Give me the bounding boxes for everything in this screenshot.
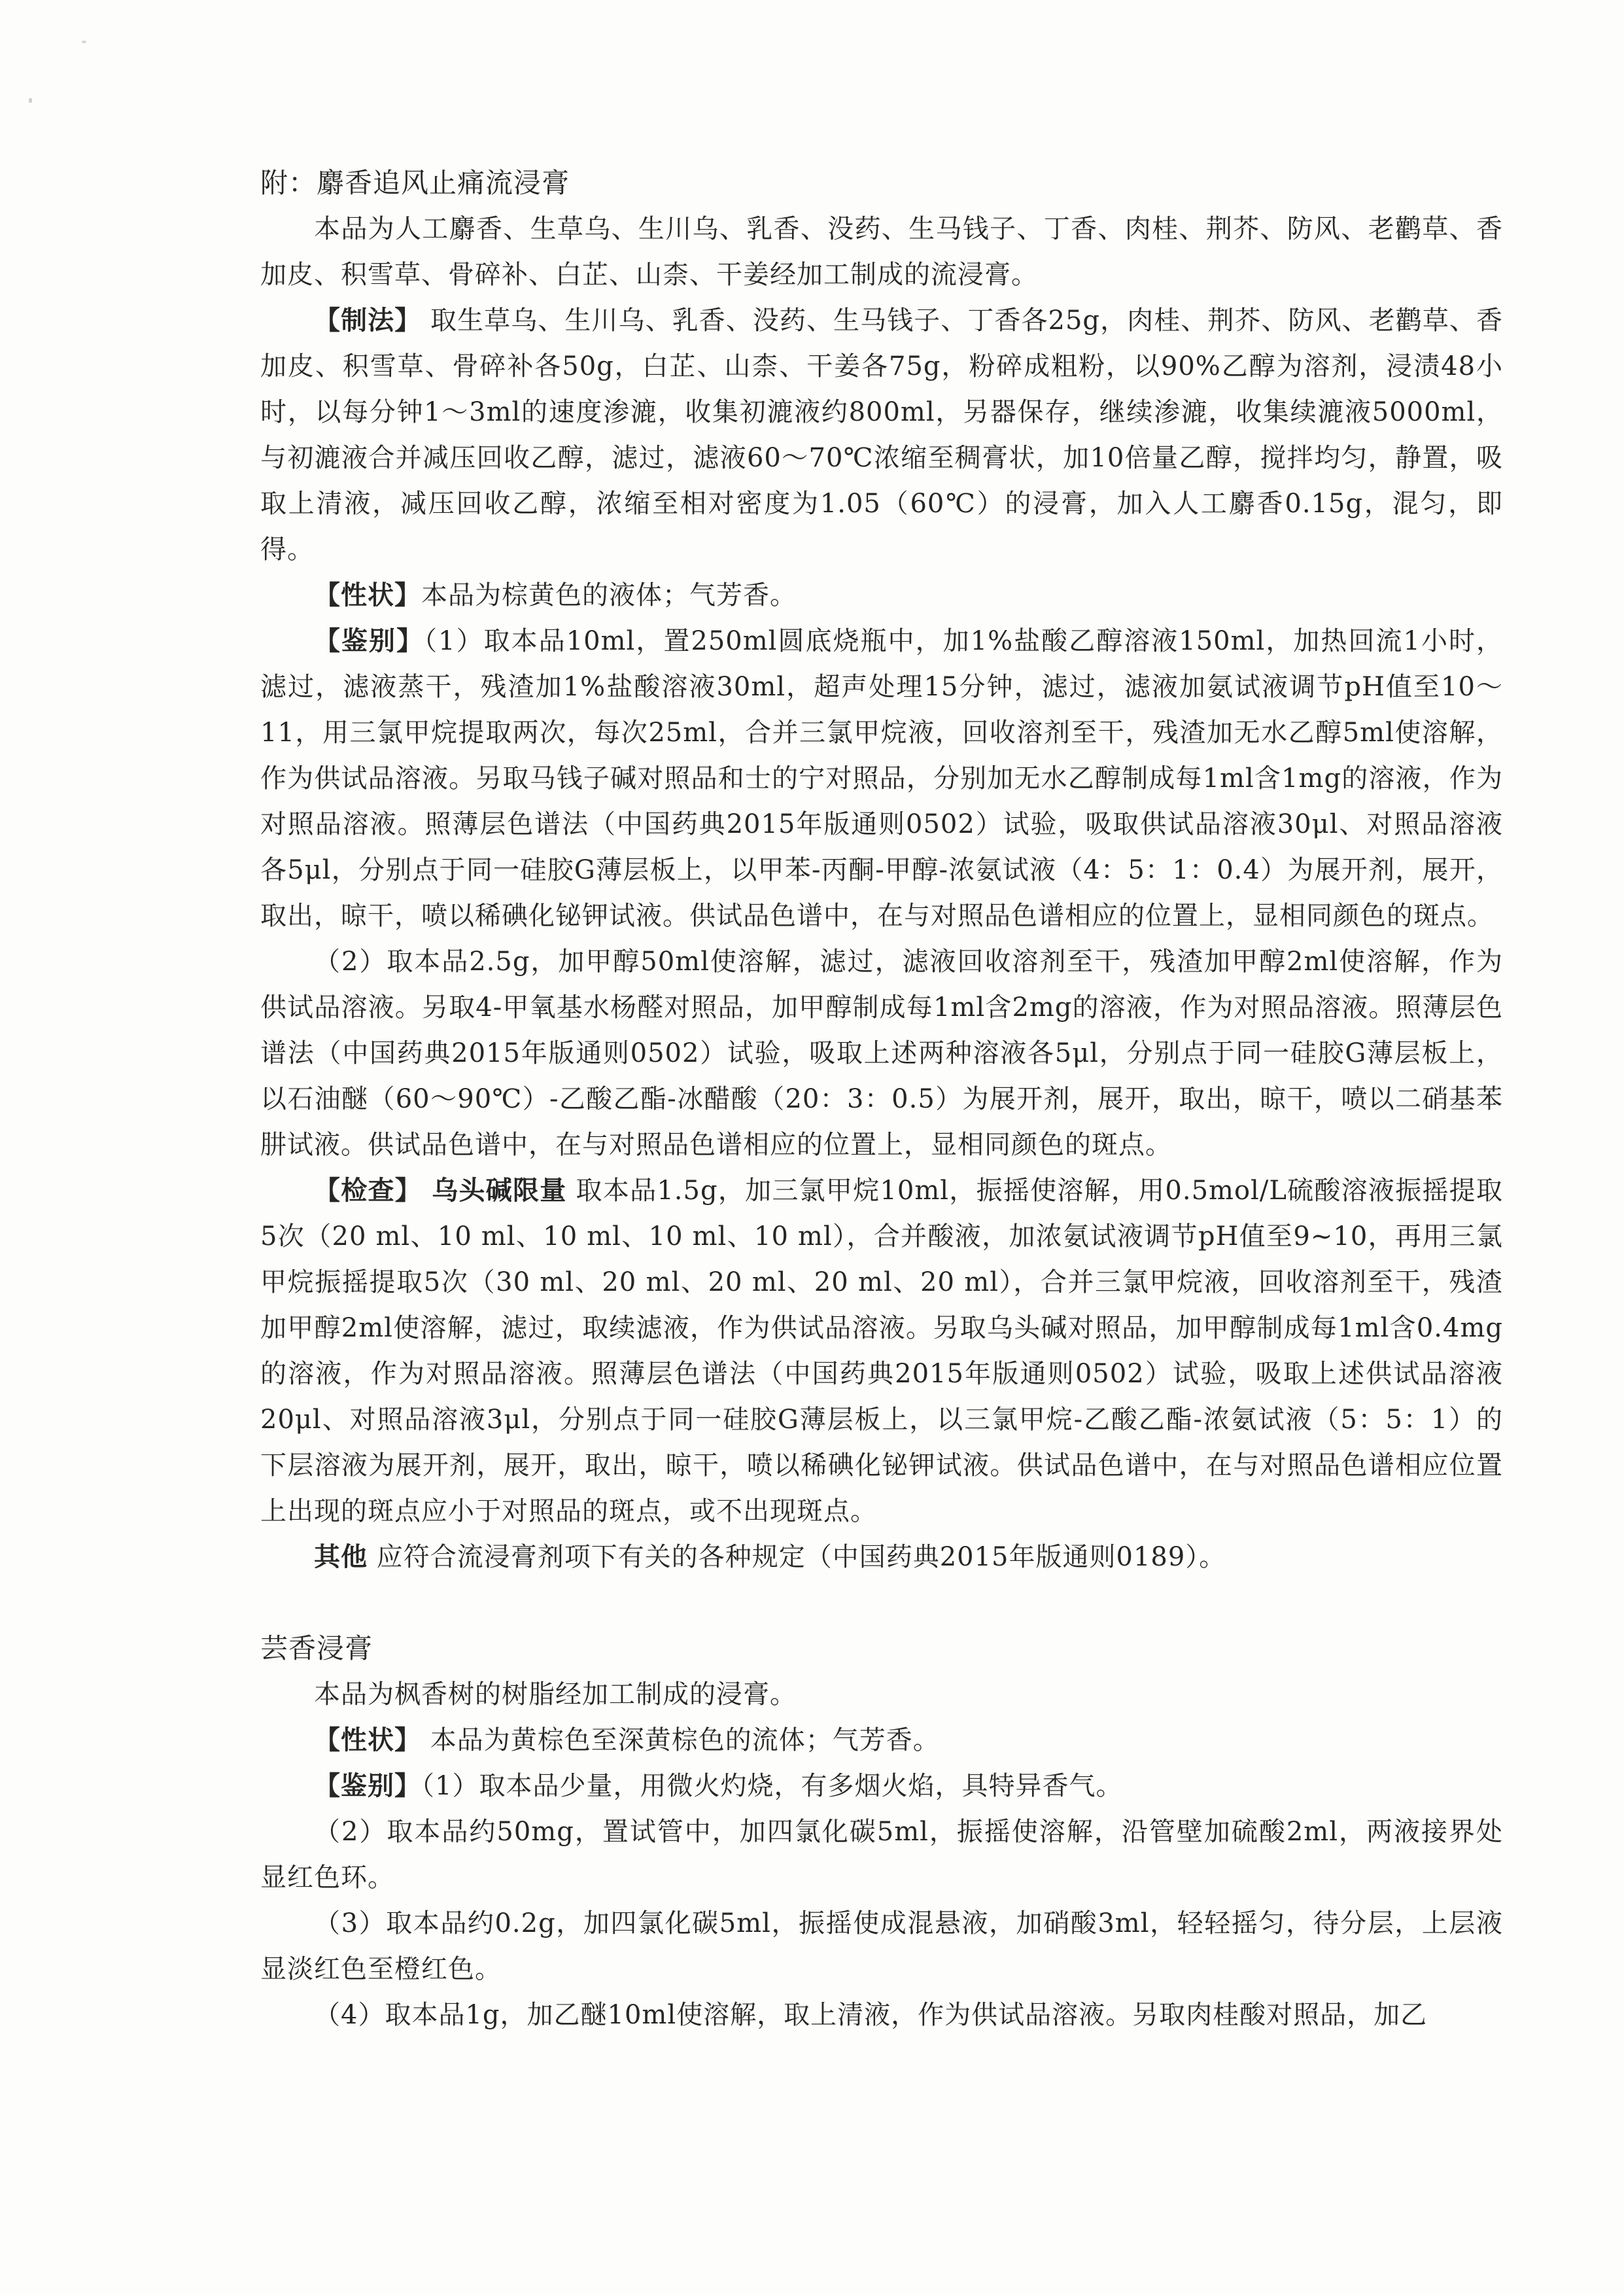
check-text: 取本品1.5g，加三氯甲烷10ml，振摇使溶解，用0.5mol/L硫酸溶液振摇提取5次（20 ml、10 ml、10 ml、10 ml、10 ml），合并酸液，加浓氨试液调节pH值至9~10，再用三氯甲烷振摇提取5次（30 ml、20 ml、20 ml、20 ml、20 ml），合并三氯甲烷液，回收溶剂至干，残渣加甲醇2ml使溶解，滤过，取续滤液，作为供试品溶液。另取乌头碱对照品，加甲醇制成每1ml含0.4mg的溶液，作为对照品溶液。照薄层色谱法（中国药典2015年版通则0502）试验，吸取上述供试品溶液20μl、对照品溶液3μl，分别点于同一硅胶G薄层板上，以三氯甲烷-乙酸乙酯-浓氨试液（5：5：1）的下层溶液为展开剂，展开，取出，晾干，喷以稀碘化铋钾试液。供试品色谱中，在与对照品色谱相应位置上出现的斑点应小于对照品的斑点，或不出现斑点。 (260, 1176, 1503, 1526)
paragraph-identification-1 (260, 618, 1503, 939)
method-text: 取生草乌、生川乌、乳香、没药、生马钱子、丁香各25g，肉桂、荆芥、防风、老鹳草、香加皮、积雪草、骨碎补各50g，白芷、山柰、干姜各75g，粉碎成粗粉，以90%乙醇为溶剂，浸渍48小时，以每分钟1～3ml的速度渗漉，收集初漉液约800ml，另器保存，继续渗漉，收集续漉液5000ml，与初漉液合并减压回收乙醇，滤过，滤液60～70℃浓缩至稠膏状，加10倍量乙醇，搅拌均匀，静置，吸取上清液，减压回收乙醇，浓缩至相对密度为1.05（60℃）的浸膏，加入人工麝香0.15g，混匀，即得。 (260, 306, 1504, 565)
section-gap (260, 1580, 1503, 1626)
paragraph-intro: 本品为人工麝香、生草乌、生川乌、乳香、没药、生马钱子、丁香、肉桂、荆芥、防风、老鹳草、香加皮、积雪草、骨碎补、白芷、山柰、干姜经加工制成的流浸膏。 (260, 214, 1503, 290)
other-text: 应符合流浸膏剂项下有关的各种规定（中国药典2015年版通则0189）。 (368, 1542, 1226, 1572)
paragraph-identification-2: （2）取本品2.5g，加甲醇50ml使溶解，滤过，滤液回收溶剂至干，残渣加甲醇2ml使溶解，作为供试品溶液。另取4-甲氧基水杨醛对照品，加甲醇制成每1ml含2mg的溶液，作为对照品溶液。照薄层色谱法（中国药典2015年版通则0502）试验，吸取上述两种溶液各5μl，分别点于同一硅胶G薄层板上，以石油醚（60～90℃）-乙酸乙酯-冰醋酸（20：3：0.5）为展开剂，展开，取出，晾干，喷以二硝基苯肼试液。供试品色谱中，在与对照品色谱相应的位置上，显相同颜色的斑点。 (260, 947, 1503, 1160)
character-text: 本品为黄棕色至深黄棕色的流体；气芳香。 (421, 1725, 940, 1755)
paragraph-identification-2: （2）取本品约50mg，置试管中，加四氯化碳5ml，振摇使溶解，沿管壁加硫酸2ml，两液接界处显红色环。 (260, 1817, 1503, 1893)
label-identification: 【鉴别】 (314, 1770, 421, 1801)
identification-1-text: （1）取本品少量，用微火灼烧，有多烟火焰，具特异香气。 (421, 1771, 1123, 1801)
paragraph-other (260, 1534, 1503, 1580)
identification-1-text: （1）取本品10ml，置250ml圆底烧瓶中，加1%盐酸乙醇溶液150ml，加热回流1小时，滤过，滤液蒸干，残渣加1%盐酸溶液30ml，超声处理15分钟，滤过，滤液加氨试液调节pH值至10～11，用三氯甲烷提取两次，每次25ml，合并三氯甲烷液，回收溶剂至干，残渣加无水乙醇5ml使溶解，作为供试品溶液。另取马钱子碱对照品和士的宁对照品，分别加无水乙醇制成每1ml含1mg的溶液，作为对照品溶液。照薄层色谱法（中国药典2015年版通则0502）试验，吸取供试品溶液30μl、对照品溶液各5μl，分别点于同一硅胶G薄层板上，以甲苯-丙酮-甲醇-浓氨试液（4：5：1：0.4）为展开剂，展开，取出，晾干，喷以稀碘化铋钾试液。供试品色谱中，在与对照品色谱相应的位置上，显相同颜色的斑点。 (260, 626, 1504, 931)
section-title: 附：麝香追风止痛流浸膏 (260, 167, 570, 199)
paragraph-identification-1 (260, 1763, 1503, 1809)
label-check: 【检查】 (314, 1175, 423, 1206)
scan-speck (29, 98, 32, 103)
paragraph-method (260, 298, 1503, 572)
label-method: 【制法】 (314, 305, 422, 336)
paragraph-character (260, 572, 1503, 618)
paragraph-check (260, 1168, 1503, 1534)
label-character: 【性状】 (314, 580, 421, 610)
scan-speck (82, 41, 86, 43)
label-identification: 【鉴别】 (314, 625, 424, 656)
paragraph-intro: 本品为枫香树的树脂经加工制成的浸膏。 (314, 1679, 797, 1709)
paragraph-identification-3: （3）取本品约0.2g，加四氯化碳5ml，振摇使成混悬液，加硝酸3ml，轻轻摇匀，待分层，上层液显淡红色至橙红色。 (260, 1908, 1503, 1984)
check-item: 乌头碱限量 (422, 1175, 567, 1206)
paragraph-identification-4: （4）取本品1g，加乙醚10ml使溶解，取上清液，作为供试品溶液。另取肉桂酸对照品，加乙 (314, 2000, 1428, 2030)
section-title: 芸香浸膏 (260, 1632, 373, 1664)
paragraph-character (260, 1717, 1503, 1763)
character-text: 本品为棕黄色的液体；气芳香。 (421, 580, 797, 610)
label-other: 其他 (314, 1541, 368, 1572)
document-page (260, 160, 1503, 2038)
label-character: 【性状】 (314, 1725, 421, 1755)
